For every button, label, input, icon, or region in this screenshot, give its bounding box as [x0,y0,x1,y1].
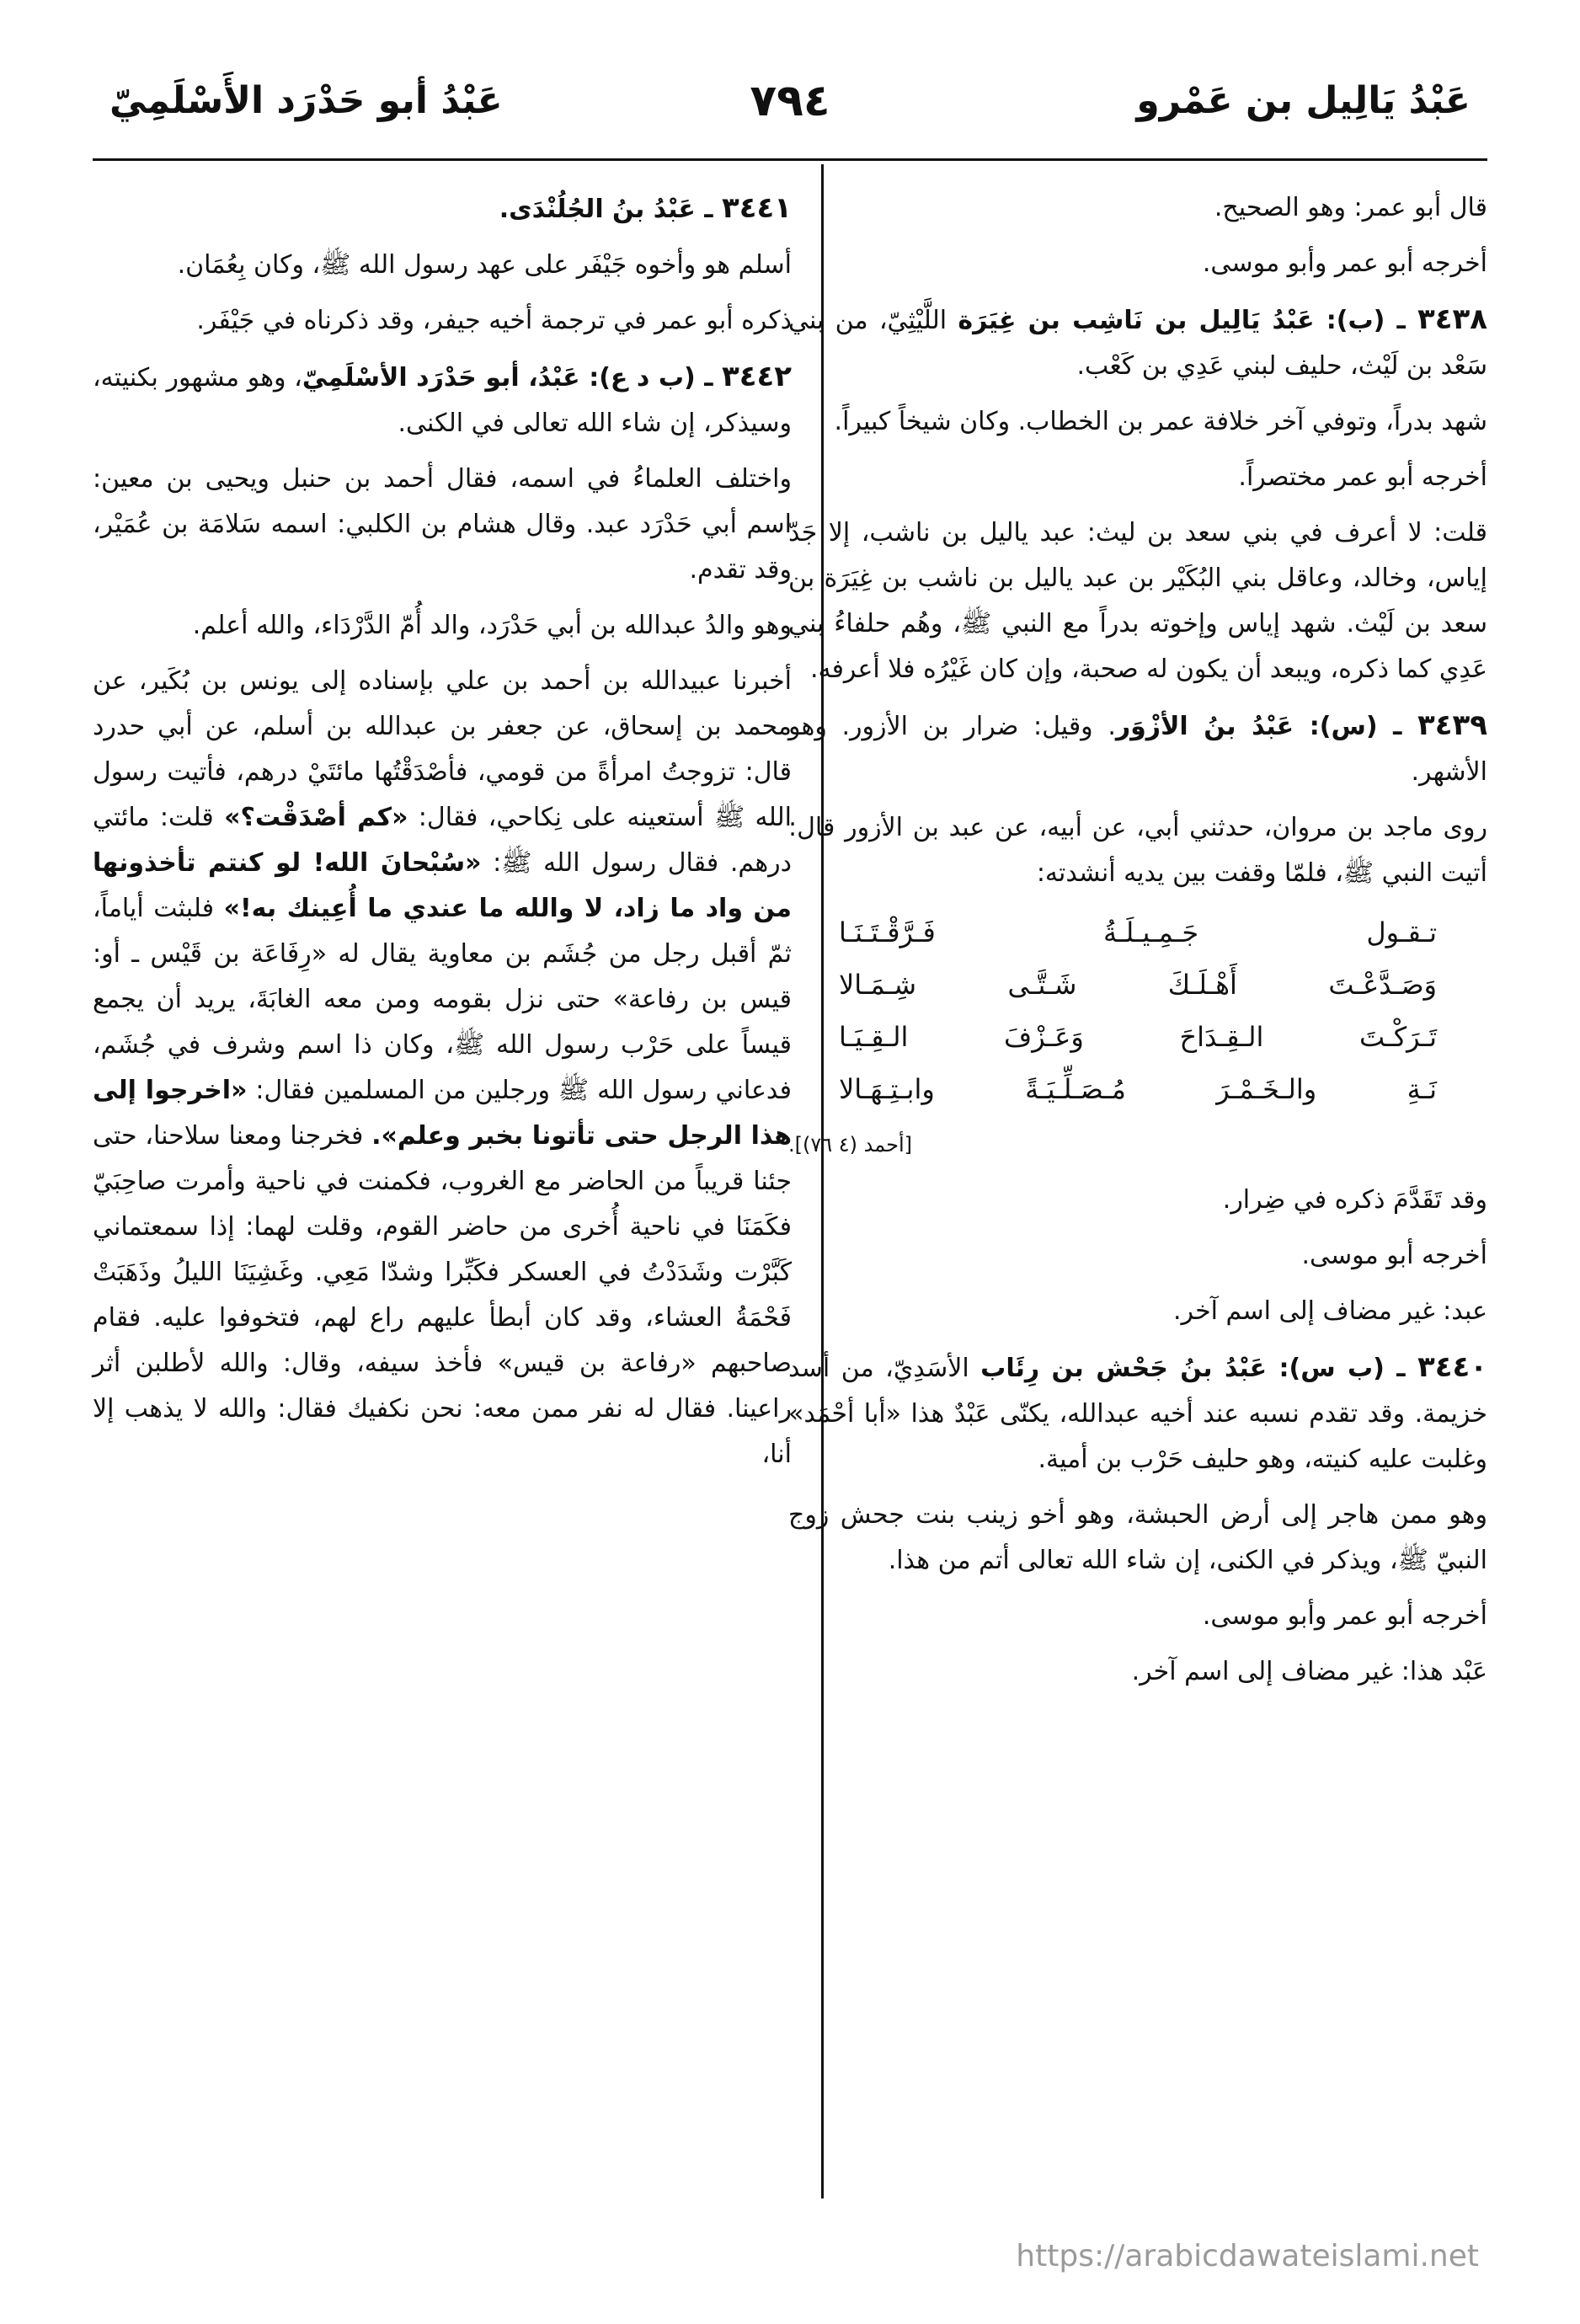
watermark-url: https://arabicdawateislami.net [1016,2239,1479,2273]
entry-text: ، وهو مشهور بكنيته، وسيذكر، إن شاء الله تعالى في الكنى. [93,363,792,438]
text-run: قلت: مائتي درهم. فقال رسول الله ﷺ: [93,803,792,878]
paragraph: أخرجه أبو موسى. [1301,1241,1487,1270]
left-column [93,185,792,1488]
entry-code: ـ [695,195,722,224]
paragraph: أخرجه أبو عمر وأبو موسى. [1202,1601,1487,1631]
entry-code: ـ (س): [1294,712,1417,741]
entry-3438 [788,297,1487,389]
entry-number: ٣٤٤٠ [1417,1350,1487,1384]
narration-paragraph [93,659,792,1477]
entry-code: ـ (ب د ع): [579,363,722,393]
entry-text: الأسَدِيّ، من أسد خزيمة. وقد تقدم نسبه عند أخيه عبدالله، يكنّى عَبْدٌ هذا «أبا أحْمَد» وغلبت عليه كنيته، وهو حليف حَرْب بن أمية. [788,1354,1487,1474]
entry-code: ـ (ب س): [1267,1354,1417,1383]
entry-number: ٣٤٤١ [721,191,792,225]
paragraph: واختلف العلماءُ في اسمه، فقال أحمد بن حنبل ويحيى بن معين: اسم أبي حَدْرَد عبد. وقال هشام بن الكلبي: اسمه سَلامَة بن عُمَيْر، وقد تقدم. [93,464,792,585]
poem-line: وَصَـدَّعْـتَ أَهْـلَـكَ شَـتَّـى شِـمَـالا [839,969,1437,1001]
paragraph: وهو والدُ عبدالله بن أبي حَدْرَد، والد أُمّ الدَّرْدَاء، والله أعلم. [192,611,792,640]
paragraph: قال أبو عمر: وهو الصحيح. [1214,193,1487,222]
poem-line: نَـةِ والـخَـمْـرَ مُـصَـلِّـيَـةً وابـتِـهَـالا [839,1073,1437,1105]
entry-number: ٣٤٤٢ [722,360,793,393]
hadith-quote: «كم أصْدَقْت؟» [224,803,408,832]
entry-text: اللَّيْثِيّ، من بني سَعْد بن لَيْث، حليف لبني عَدِي بن كَعْب. [788,306,1487,381]
entry-3442 [93,354,792,446]
entry-name: عَبْدُ بنُ جَحْش بن رِئَاب [980,1354,1268,1383]
entry-3441 [93,185,792,232]
entry-number: ٣٤٣٨ [1417,302,1488,336]
entry-code: ـ (ب): [1314,306,1417,335]
entry-number: ٣٤٣٩ [1417,708,1487,742]
poem [839,906,1437,1115]
paragraph: روى ماجد بن مروان، حدثني أبي، عن أبيه، عن عبد بن الأزور قال: أتيت النبي ﷺ، فلمّا وقفت بين يديه أنشدته: [788,813,1487,888]
right-column [788,185,1487,1705]
page-header [67,59,1513,143]
page-number: ٧٩٤ [750,76,830,126]
running-head-left: عَبْدُ أبو حَدْرَد الأَسْلَمِيّ [109,79,503,122]
entry-text: . وقيل: ضرار بن الأزور. وهو الأشهر. [788,712,1487,787]
paragraph: عبد: غير مضاف إلى اسم آخر. [1173,1296,1487,1326]
paragraph: شهد بدراً، وتوفي آخر خلافة عمر بن الخطاب. وكان شيخاً كبيراً. [834,407,1487,436]
hadith-quote: «اخرجوا إلى هذا الرجل حتى تأتونا بخبر وعلم». [93,1076,792,1151]
entry-name: عَبْدُ بنُ الأزْوَر [1115,712,1294,741]
entry-name: عَبْدُ يَالِيل بن نَاشِب بن غِيَرَة [958,306,1315,335]
paragraph: عَبْد هذا: غير مضاف إلى اسم آخر. [1131,1657,1487,1686]
poem-line: تَـرَكْـتَ الـقِـدَاحَ وَعَـزْفَ الـقِـيَـا [839,1021,1437,1053]
paragraph: أخرجه أبو عمر مختصراً. [1238,462,1487,492]
paragraph: ذكره أبو عمر في ترجمة أخيه جيفر، وقد ذكرناه في جَيْفَر. [196,306,792,335]
entry-name: عَبْدُ، أبو حَدْرَد الأسْلَمِيّ [302,363,580,393]
running-head-right: عَبْدُ يَالِيل بن عَمْرو [1136,79,1471,122]
text-run: فخرجنا ومعنا سلاحنا، حتى جئنا قريباً من الحاضر مع الغروب، فكمنت في ناحية وأمرت صاحِبَيّ فكَمَنَا في ناحية أُخرى من حاضر القوم، وقلت لهما: إذا سمعتماني كَبَّرْت وشَدَدْتُ في العسكر فكَبِّرا وشدّا مَعِي. وغَشِيَنَا الليلُ وذَهَبَتْ فَحْمَةُ العشاء، وقد كان أبطأ عليهم راع لهم، فتخوفوا عليه. فقام صاحبهم «رفاعة بن قيس» فأخذ سيفه، وقال: والله لأطلبن أثر راعينا. فقال له نفر ممن معه: نحن نكفيك فقال: والله لا يذهب إلا أنا، [93,1121,792,1469]
entry-3440 [788,1344,1487,1483]
paragraph: أخرجه أبو عمر وأبو موسى. [1202,248,1487,278]
paragraph: قلت: لا أعرف في بني سعد بن ليث: عبد ياليل بن ناشب، إلا جَدّ إياس، وخالد، وعاقل بني البُكَيْر بن عبد ياليل بن ناشب بن غِيَرَة بن سعد بن لَيْث. شهد إياس وإخوته بدراً مع النبي ﷺ، وهُم حلفاءُ بني عَدِي كما ذكره، ويبعد أن يكون له صحبة، وإن كان غَيْرُه فلا أعرفه. [788,518,1487,684]
poem-line: تـقـول جَـمِـيـلَـةُ فَـرَّقْـتَـنَـا [839,916,1437,948]
text-run: فلبثت أياماً، ثمّ أقبل رجل من جُشَم بن معاوية يقال له «رِفَاعَة بن قَيْس ـ أو: قيس بن رفاعة» حتى نزل بقومه ومن معه الغابَةَ، يريد أن يجمع قيساً على حَرْب رسول الله ﷺ، وكان ذا اسم وشرف في جُشَم، فدعاني رسول الله ﷺ ورجلين من المسلمين فقال: [93,894,792,1105]
text-run: أخبرنا عبيدالله بن أحمد بن علي بإسناده إلى يونس بن بُكَير، عن محمد بن إسحاق، عن جعفر بن عبدالله بن أسلم، عن أبي حدرد قال: تزوجتُ امرأةً من قومي، فأصْدَقْتُها مائتَيْ درهم، فأتيت رسول الله ﷺ أستعينه على نِكاحي، فقال: [93,666,792,832]
paragraph: وهو ممن هاجر إلى أرض الحبشة، وهو أخو زينب بنت جحش زوج النبيّ ﷺ، ويذكر في الكنى، إن شاء الله تعالى أتم من هذا. [788,1500,1487,1575]
hadith-quote: «سُبْحانَ الله! لو كنتم تأخذونها من واد ما زاد، لا والله ما عندي ما أُعِينك به!» [93,848,792,923]
paragraph: أسلم هو وأخوه جَيْفَر على عهد رسول الله ﷺ، وكان بِعُمَان. [177,250,792,280]
entry-name: عَبْدُ بنُ الجُلُنْدَى. [499,195,696,224]
citation: [أحمد (٤ ٧٦)]. [788,1133,913,1157]
paragraph: وقد تَقَدَّمَ ذكره في ضِرار. [1222,1185,1487,1215]
header-divider [93,158,1487,161]
entry-3439 [788,703,1487,795]
